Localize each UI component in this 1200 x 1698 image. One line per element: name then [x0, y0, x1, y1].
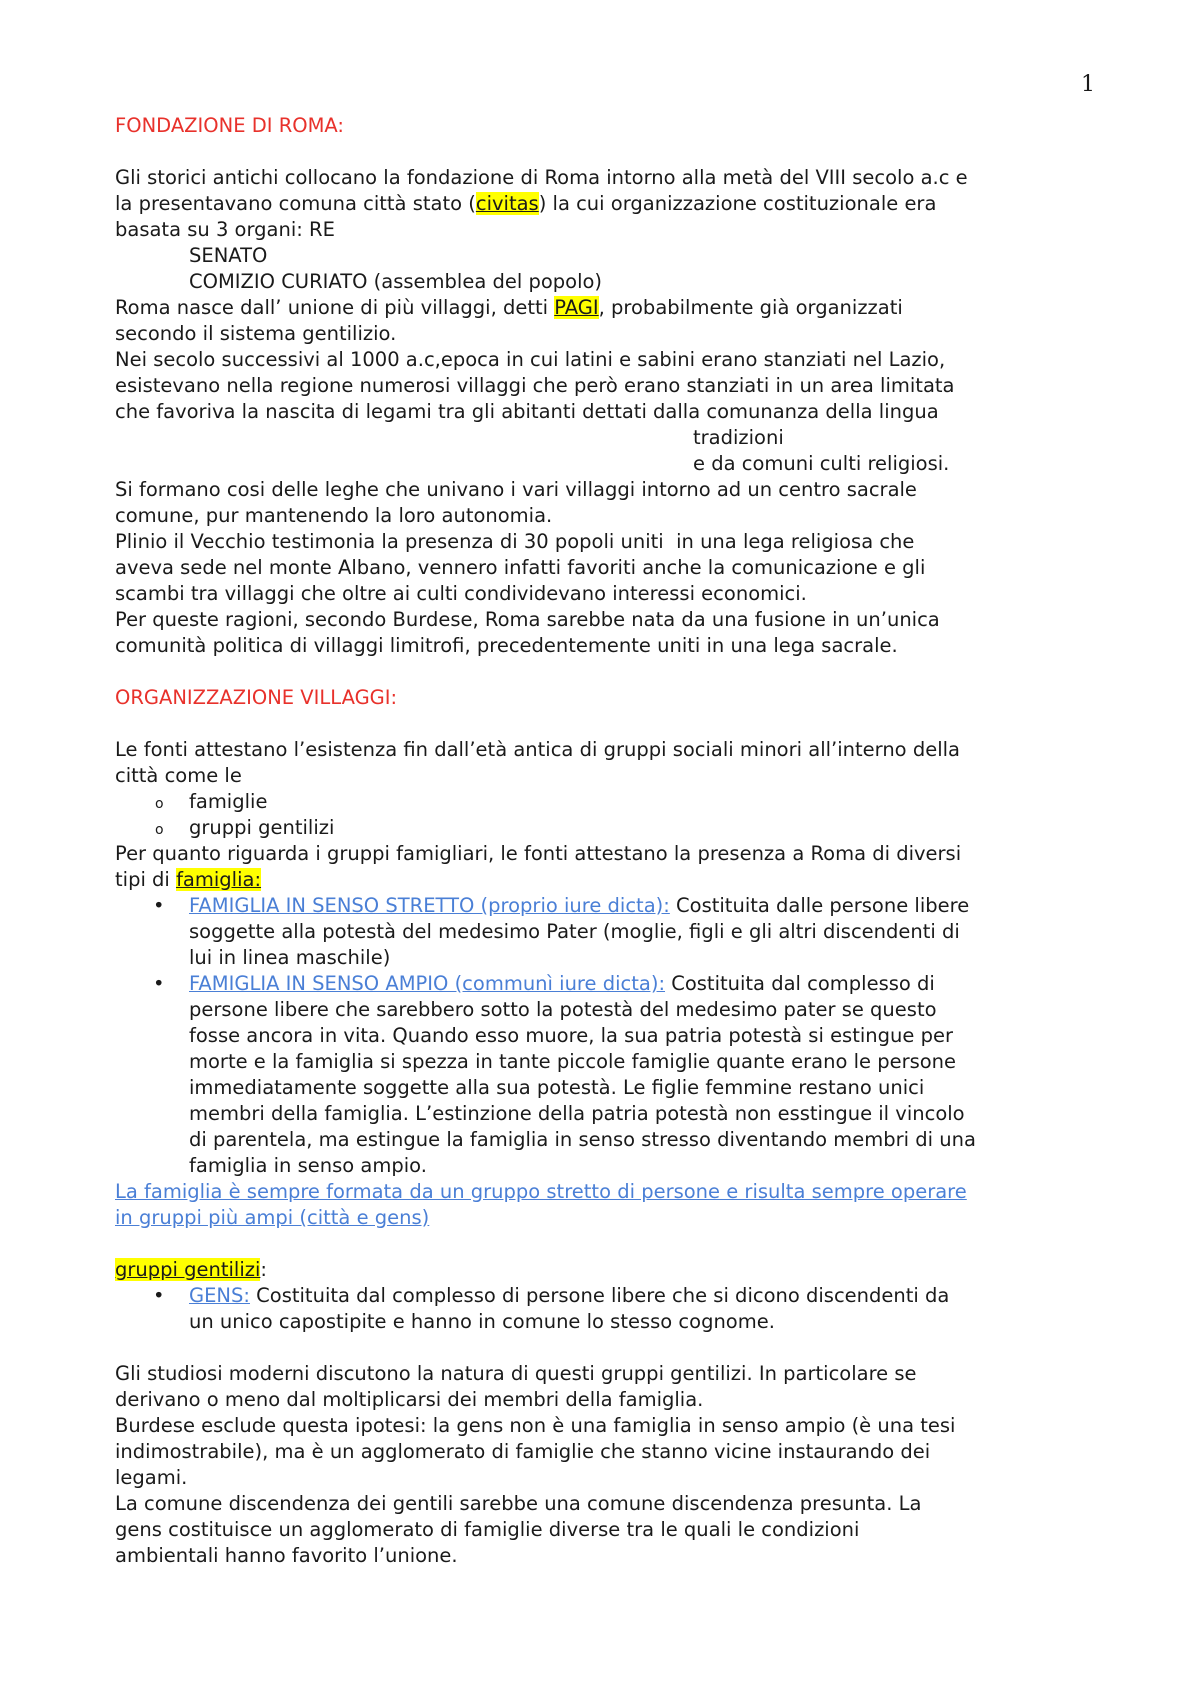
- text-line: un unico capostipite e hanno in comune lo stesso cognome.: [189, 1310, 775, 1333]
- text-line: Si formano cosi delle leghe che univano i vari villaggi intorno ad un centro sacrale: [115, 478, 917, 501]
- text-line: Per quanto riguarda i gruppi famigliari, le fonti attestano la presenza a Roma di diversi: [115, 842, 962, 865]
- text-line: esistevano nella regione numerosi villaggi che però erano stanziati in un area limitata: [115, 374, 955, 397]
- text-line: Gli studiosi moderni discutono la natura di questi gruppi gentilizi. In particolare se: [115, 1362, 917, 1385]
- link-famiglia-stretto[interactable]: FAMIGLIA IN SENSO STRETTO (proprio iure dicta):: [189, 894, 670, 917]
- text-line: legami.: [115, 1466, 188, 1489]
- text-line: ambientali hanno favorito l’unione.: [115, 1544, 458, 1567]
- text-line: la presentavano comuna città stato (civitas) la cui organizzazione costituzionale era: [115, 192, 937, 215]
- text-line: Nei secolo successivi al 1000 a.c,epoca in cui latini e sabini erano stanziati nel Lazio,: [115, 348, 946, 371]
- bullet-icon: •: [153, 972, 165, 995]
- text-line: La comune discendenza dei gentili sarebbe una comune discendenza presunta. La: [115, 1492, 922, 1515]
- text-line: secondo il sistema gentilizio.: [115, 322, 397, 345]
- text-line: comunità politica di villaggi limitrofi, precedentemente uniti in una lega sacrale.: [115, 634, 898, 657]
- text-line: membri della famiglia. L’estinzione della patria potestà non esstingue il vincolo: [189, 1102, 965, 1125]
- list-item: o gruppi gentilizi: [115, 815, 1095, 841]
- text-line: COMIZIO CURIATO (assemblea del popolo): [189, 270, 603, 293]
- text-line: scambi tra villaggi che oltre ai culti condividevano interessi economici.: [115, 582, 807, 605]
- text-line: Roma nasce dall’ unione di più villaggi, detti PAGI, probabilmente già organizzati: [115, 296, 903, 319]
- heading-gruppi-gentilizi: gruppi gentilizi:: [115, 1258, 267, 1281]
- text-line: che favoriva la nascita di legami tra gli abitanti dettati dalla comunanza della lingua: [115, 400, 939, 423]
- text-line: Per queste ragioni, secondo Burdese, Roma sarebbe nata da una fusione in un’unica: [115, 608, 940, 631]
- list-item: • FAMIGLIA IN SENSO STRETTO (proprio iure dicta): Costituita dalle persone libere: [153, 894, 970, 917]
- bullet-icon: •: [153, 1284, 165, 1307]
- text-line: tipi di famiglia:: [115, 868, 262, 891]
- circle-bullet-icon: o: [155, 822, 164, 838]
- link-famiglia-ampio[interactable]: FAMIGLIA IN SENSO AMPIO (communì iure dicta):: [189, 972, 666, 995]
- text-line: tradizioni: [693, 426, 784, 449]
- text-line: basata su 3 organi: RE: [115, 218, 335, 241]
- list-item: • GENS: Costituita dal complesso di persone libere che si dicono discendenti da: [153, 1284, 950, 1307]
- text-line: Le fonti attestano l’esistenza fin dall’età antica di gruppi sociali minori all’interno della: [115, 738, 960, 761]
- list-item: o famiglie: [115, 789, 1095, 815]
- page-number: 1: [1081, 72, 1095, 97]
- text-line: indimostrabile), ma è un agglomerato di famiglie che stanno vicine instaurando dei: [115, 1440, 931, 1463]
- text-line: gens costituisce un agglomerato di famiglie diverse tra le quali le condizioni: [115, 1518, 860, 1541]
- text-line: lui in linea maschile): [189, 946, 391, 969]
- document-body: [115, 113, 1095, 1569]
- text-line: Plinio il Vecchio testimonia la presenza di 30 popoli uniti in una lega religiosa che: [115, 530, 915, 553]
- text-line: soggette alla potestà del medesimo Pater (moglie, figli e gli altri discendenti di: [189, 920, 960, 943]
- highlight-famiglia: famiglia:: [176, 868, 262, 891]
- text-line: fosse ancora in vita. Quando esso muore, la sua patria potestà si estingue per: [189, 1024, 953, 1047]
- text-line: di parentela, ma estingue la famiglia in senso stresso diventando membri di una: [189, 1128, 976, 1151]
- text-line: Burdese esclude questa ipotesi: la gens non è una famiglia in senso ampio (è una tesi: [115, 1414, 956, 1437]
- highlight-pagi: PAGI: [554, 296, 599, 319]
- text-line: morte e la famiglia si spezza in tante piccole famiglie quante erano le persone: [189, 1050, 957, 1073]
- text-line: città come le: [115, 764, 242, 787]
- text-line: aveva sede nel monte Albano, vennero infatti favoriti anche la comunicazione e gli: [115, 556, 926, 579]
- link-famiglia-summary[interactable]: La famiglia è sempre formata da un gruppo stretto di persone e risulta sempre operare: [115, 1180, 967, 1203]
- link-gens[interactable]: GENS:: [189, 1284, 250, 1307]
- circle-bullet-icon: o: [155, 796, 164, 812]
- text-line: derivano o meno dal moltiplicarsi dei membri della famiglia.: [115, 1388, 704, 1411]
- heading-organizzazione: ORGANIZZAZIONE VILLAGGI:: [115, 686, 398, 709]
- list-item: • FAMIGLIA IN SENSO AMPIO (communì iure dicta): Costituita dal complesso di: [153, 972, 935, 995]
- text-line: famiglia in senso ampio.: [189, 1154, 427, 1177]
- highlight-civitas: civitas: [475, 192, 539, 215]
- heading-fondazione: FONDAZIONE DI ROMA:: [115, 114, 344, 137]
- bullet-icon: •: [153, 894, 165, 917]
- text-line: SENATO: [189, 244, 268, 267]
- text-line: immediatamente soggette alla sua potestà. Le figlie femmine restano unici: [189, 1076, 925, 1099]
- text-line: persone libere che sarebbero sotto la potestà del medesimo pater se questo: [189, 998, 937, 1021]
- text-line: Gli storici antichi collocano la fondazione di Roma intorno alla metà del VIII secolo a.c e: [115, 166, 968, 189]
- text-line: comune, pur mantenendo la loro autonomia.: [115, 504, 553, 527]
- link-famiglia-summary[interactable]: in gruppi più ampi (città e gens): [115, 1206, 430, 1229]
- text-line: e da comuni culti religiosi.: [693, 452, 950, 475]
